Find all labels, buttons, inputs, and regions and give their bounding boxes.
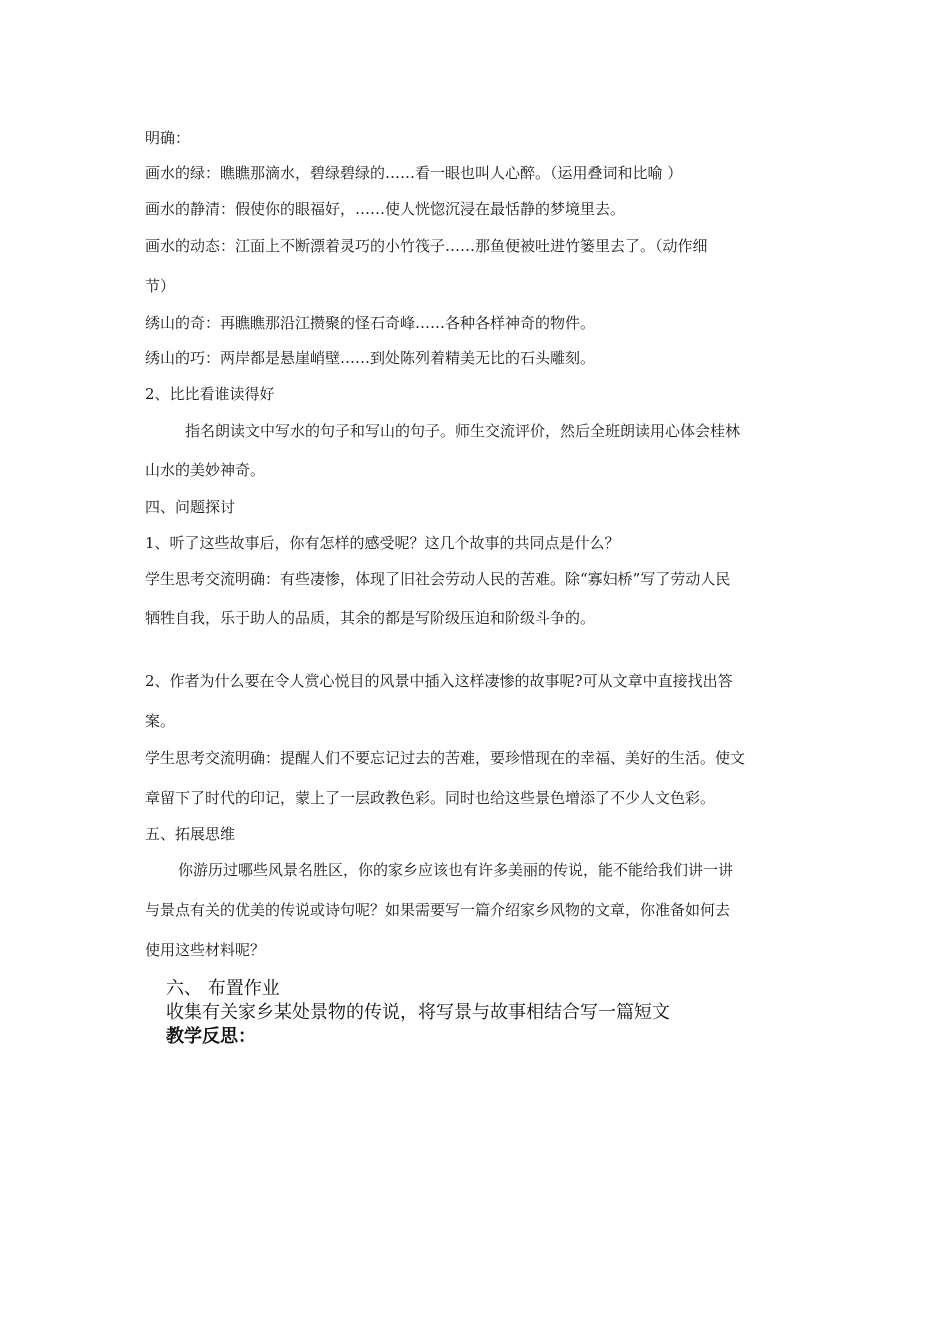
answer-2-line-1: 学生思考交流明确：提醒人们不要忘记过去的苦难，要珍惜现在的幸福、美好的生活。使文: [145, 749, 746, 767]
text-line-read-para: 指名朗读文中写水的句子和写山的句子。师生交流评价，然后全班朗读用心体会桂林: [185, 422, 741, 440]
text-line-read-para-end: 山水的美妙神奇。: [145, 461, 266, 479]
text-line-water-still: 画水的静清：假使你的眼福好，……使人恍惚沉浸在最恬静的梦境里去。: [145, 200, 626, 218]
section-heading-read: 2、比比看谁读得好: [145, 385, 275, 403]
question-2-line-1: 2、作者为什么要在令人赏心悦目的风景中插入这样凄惨的故事呢?可从文章中直接找出答: [145, 672, 733, 690]
reflection-label: 教学反思：: [166, 1026, 256, 1047]
answer-1-line-2: 牺牲自我，乐于助人的品质，其余的都是写阶级压迫和阶级斗争的。: [145, 609, 596, 627]
text-line-water-green: 画水的绿：瞧瞧那滴水，碧绿碧绿的……看一眼也叫人心醉。（运用叠词和比喻 ）: [145, 164, 683, 182]
extension-para-line-3: 使用这些材料呢？: [145, 941, 266, 959]
question-1: 1、听了这些故事后，你有怎样的感受呢？这几个故事的共同点是什么？: [145, 534, 620, 552]
text-line-mountain-skill: 绣山的巧：两岸都是悬崖峭壁……到处陈列着精美无比的石头雕刻。: [145, 349, 596, 367]
text-line-water-motion: 画水的动态：江面上不断漂着灵巧的小竹筏子……那鱼便被吐进竹篓里去了。（动作细: [145, 237, 708, 255]
text-line-clarify: 明确：: [145, 129, 191, 147]
section-heading-discussion: 四、问题探讨: [145, 498, 236, 516]
homework-text: 收集有关家乡某处景物的传说，将写景与故事相结合写一篇短文: [166, 1002, 670, 1023]
section-heading-homework: 六、 布置作业: [166, 978, 280, 999]
answer-1-line-1: 学生思考交流明确：有些凄惨，体现了旧社会劳动人民的苦难。除“寡妇桥”写了劳动人民: [145, 570, 731, 588]
text-line-water-motion-end: 节）: [145, 277, 176, 295]
answer-2-line-2: 章留下了时代的印记，蒙上了一层政教色彩。同时也给这些景色增添了不少人文色彩。: [145, 789, 716, 807]
extension-para-line-1: 你游历过哪些风景名胜区，你的家乡应该也有许多美丽的传说，能不能给我们讲一讲: [178, 861, 734, 879]
text-line-mountain-strange: 绣山的奇：再瞧瞧那沿江攒聚的怪石奇峰……各种各样神奇的物件。: [145, 314, 596, 332]
section-heading-extension: 五、拓展思维: [145, 825, 236, 843]
extension-para-line-2: 与景点有关的优美的传说或诗句呢？如果需要写一篇介绍家乡风物的文章，你准备如何去: [145, 901, 731, 919]
question-2-line-2: 案。: [145, 712, 176, 730]
